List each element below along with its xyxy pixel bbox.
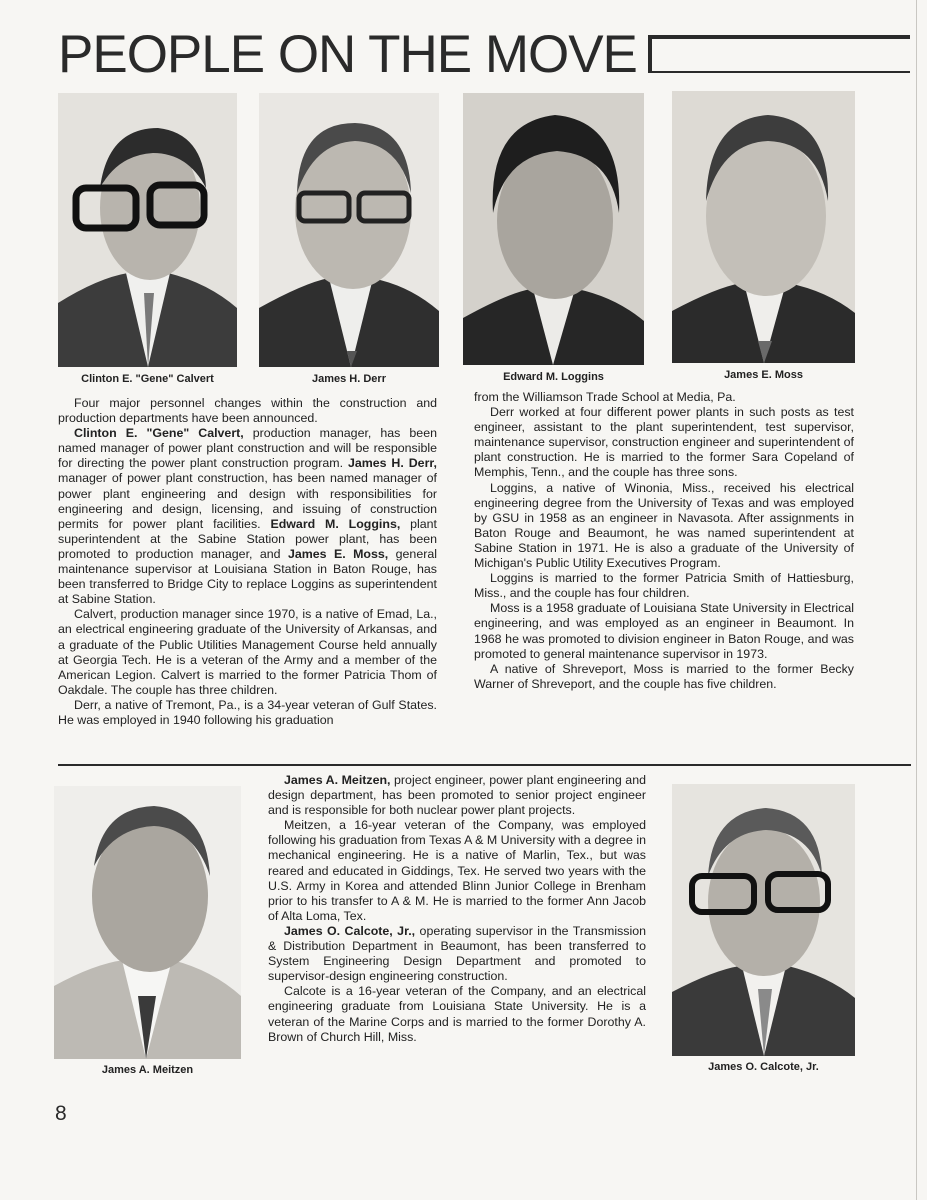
name-derr: James H. Derr, [347, 456, 437, 471]
caption-calvert: Clinton E. "Gene" Calvert [81, 373, 214, 385]
article1-paragraph: from the Williamson Trade School at Media, Pa. [474, 390, 736, 404]
caption-calcote: James O. Calcote, Jr. [708, 1061, 819, 1073]
article2-paragraph: James A. Meitzen, project engineer, power plant engineering and design department, has been promoted to senior project engineer and is responsible for both nuclear power plant projects. [268, 773, 646, 818]
portrait-moss [672, 91, 855, 363]
portrait-meitzen [54, 786, 241, 1059]
caption-loggins: Edward M. Loggins [503, 371, 604, 383]
section-divider [58, 764, 911, 766]
portrait-derr [259, 93, 439, 367]
caption-meitzen: James A. Meitzen [101, 1064, 194, 1076]
article1-paragraph: Clinton E. "Gene" Calvert, production manager, has been named manager of power plant construction and will be responsible for directing the power plant construction program. James H. Derr, manager of power plant construction, has been named manager of power plant engineering and design with responsibilities for engineering and design, licensing, and issuing of construction permits for power plant facilities. Edward M. Loggins, plant superintendent at the Sabine Station power plant, has been promoted to production manager, and James E. Moss, general maintenance supervisor at Louisiana Station in Baton Rouge, has been transferred to Bridge City to replace Loggins as superintendent at Sabine Station. [58, 426, 437, 607]
page-edge-line [916, 0, 917, 1200]
name-meitzen: James A. Meitzen, [284, 773, 391, 787]
name-calcote: James O. Calcote, Jr., [284, 923, 416, 938]
name-calvert: Clinton E. "Gene" Calvert, [74, 426, 244, 441]
page-title: PEOPLE ON THE MOVE [58, 25, 637, 84]
article1-paragraph: Derr worked at four different power plants in such posts as test engineer, assistant to the plant superintendent, test supervisor, maintenance supervisor, construction engineer and superintendent of plant construction. He is married to the former Sara Copeland of Memphis, Tenn., and the couple has three sons. [474, 405, 854, 480]
title-bracket-box [648, 35, 910, 73]
article2-paragraph: Meitzen, a 16-year veteran of the Company, was employed following his graduation from Texas A & M University with a degree in mechanical engineering. He is a native of Marlin, Tex., but was reared and educated in Giddings, Tex. He served two years with the U.S. Army in Korea and attended Blinn Junior College in Brenham prior to his transfer to A & M. He is married to the former Ann Jacob of Alta Loma, Tex. [268, 818, 646, 923]
article2-column [268, 773, 646, 1045]
article1-column-right [474, 390, 854, 692]
caption-derr: James H. Derr [312, 373, 386, 385]
article2-paragraph: Calcote is a 16-year veteran of the Company, and an electrical engineering graduate from Louisiana State University. He is a veteran of the Marine Corps and is married to the former Dorothy A. Brown of Church Hill, Miss. [268, 984, 646, 1044]
article1-paragraph: Derr, a native of Tremont, Pa., is a 34-year veteran of Gulf States. He was employed in 1940 following his graduation [58, 697, 437, 727]
name-loggins: Edward M. Loggins, [270, 516, 401, 531]
portrait-calcote [672, 784, 855, 1056]
article1-paragraph: Loggins, a native of Winonia, Miss., received his electrical engineering degree from the University of Texas and was employed by GSU in 1958 as an engineer in Navasota. After assignments in Baton Rouge and Beaumont, he was named superintendent at Sabine Station in 1971. He is also a graduate of the University of Michigan's Public Utility Executives Program. [474, 480, 854, 571]
article1-paragraph: Moss is a 1958 graduate of Louisiana State University in Electrical engineering, and was employed as an engineer in Beaumont. In 1968 he was promoted to division engineer in Baton Rouge, and was promoted to general maintenance supervisor in 1973. [474, 601, 854, 661]
portrait-calvert [58, 93, 237, 367]
page-number: 8 [55, 1102, 67, 1125]
article1-paragraph: Loggins is married to the former Patricia Smith of Hattiesburg, Miss., and the couple has four children. [474, 571, 854, 601]
article1-paragraph: A native of Shreveport, Moss is married to the former Becky Warner of Shreveport, and the couple has five children. [474, 661, 854, 691]
article2-paragraph: James O. Calcote, Jr., operating supervisor in the Transmission & Distribution Department in Beaumont, has been transferred to System Engineering Design Department and promoted to supervisor-design engineering construction. [268, 923, 646, 984]
article1-paragraph: Four major personnel changes within the construction and production departments have been announced. [58, 396, 437, 426]
portrait-loggins [463, 93, 644, 365]
article1-column-left [58, 396, 437, 728]
caption-moss: James E. Moss [724, 369, 803, 381]
name-moss: James E. Moss, [287, 546, 389, 561]
article1-paragraph: Calvert, production manager since 1970, is a native of Emad, La., an electrical engineering graduate of the University of Arkansas, and a graduate of the Public Utilities Management Course held annually at Georgia Tech. He is a veteran of the Army and a member of the American Legion. Calvert is married to the former Patricia Thom of Oakdale. The couple has three children. [58, 607, 437, 697]
